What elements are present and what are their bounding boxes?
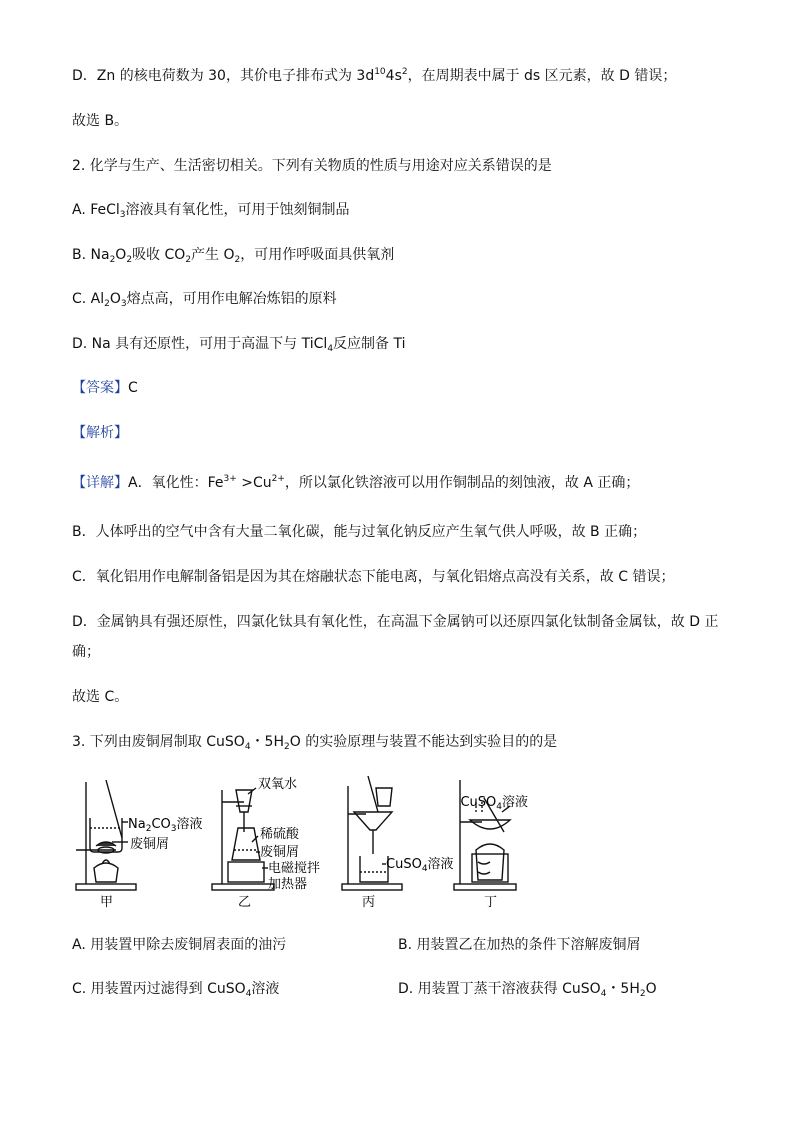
ding-solution-label: CuSO$_4$溶液 [460,795,528,812]
jia-reagent-label: $Na_2CO_3$溶液 [128,817,203,834]
detail-tag: 【详解】 [72,475,128,491]
question-2-option-b: B. $Na_2O_2$吸收 $CO_2$产生 $O_2$，可用作呼吸面具供氧剂 [72,247,395,265]
conclusion-c: 故选 C。 [72,689,129,705]
question-3-option-a: A. 用装置甲除去废铜屑表面的油污 [72,937,287,953]
apparatus-bing [342,776,402,890]
answer-tag: 【答案】 [72,380,128,396]
jia-label: 甲 [100,895,114,910]
yi-top-label: 双氧水 [258,777,298,792]
yi-label: 乙 [238,895,252,910]
yi-heater-label-2: 加热器 [268,877,308,892]
question-3-stem: 3. 下列由废铜屑制取 CuSO$_4$・$5H_2O$ 的实验原理与装置不能达到实验目的的是 [72,734,558,752]
question-2-option-d: D. Na 具有还原性，可用于高温下与 TiCl$_4$反应制备 Ti [72,336,406,354]
yi-heater-label-1: 电磁搅拌 [268,861,321,876]
detail-c: C．氧化铝用作电解制备铝是因为其在熔融状态下能电离，与氧化铝熔点高没有关系，故 C 错误； [72,569,675,585]
question-2-stem: 2. 化学与生产、生活密切相关。下列有关物质的性质与用途对应关系错误的是 [72,158,552,174]
question-3-option-b: B. 用装置乙在加热的条件下溶解废铜屑 [398,937,641,953]
detail-d-line-1: D．金属钠具有强还原性，四氯化钛具有氧化性，在高温下金属钠可以还原四氯化钛制备金属钛，故 D 正 [72,614,719,630]
question-3-option-c: C. 用装置丙过滤得到 CuSO$_4$溶液 [72,981,280,999]
detail-d-line-2: 确； [72,644,100,660]
bing-label: 丙 [362,895,376,910]
yi-acid-label: 稀硫酸 [260,827,300,842]
apparatus-jia [76,780,136,890]
apparatus-figure [72,772,532,910]
bing-solution-label: CuSO$_4$溶液 [386,857,454,874]
ding-label: 丁 [484,895,498,910]
explanation-d-previous: D．Zn 的核电荷数为 30，其价电子排布式为 $3d^{10}4s^2$，在周期表中属于 ds 区元素，故 D 错误； [72,67,677,84]
analysis-tag: 【解析】 [72,425,128,441]
yi-solid-label: 废铜屑 [260,845,300,860]
jia-solid-label: 废铜屑 [130,837,170,852]
question-2-option-a: A. FeCl$_3$溶液具有氧化性，可用于蚀刻铜制品 [72,202,350,220]
answer-value: C [128,380,138,396]
question-2-option-c: C. $Al_2O_3$熔点高，可用作电解冶炼铝的原料 [72,291,337,309]
question-3-option-d: D. 用装置丁蒸干溶液获得 CuSO$_4$・$5H_2O$ [398,981,657,999]
detail-a: 【详解】A．氧化性：$Fe^{3+} >Cu^{2+}$，所以氯化铁溶液可以用作铜制品的刻蚀液，故 A 正确； [72,474,640,491]
answer-line [72,378,138,398]
conclusion-b: 故选 B。 [72,113,129,129]
detail-b: B．人体呼出的空气中含有大量二氧化碳，能与过氧化钠反应产生氧气供人呼吸，故 B 正确； [72,524,647,540]
